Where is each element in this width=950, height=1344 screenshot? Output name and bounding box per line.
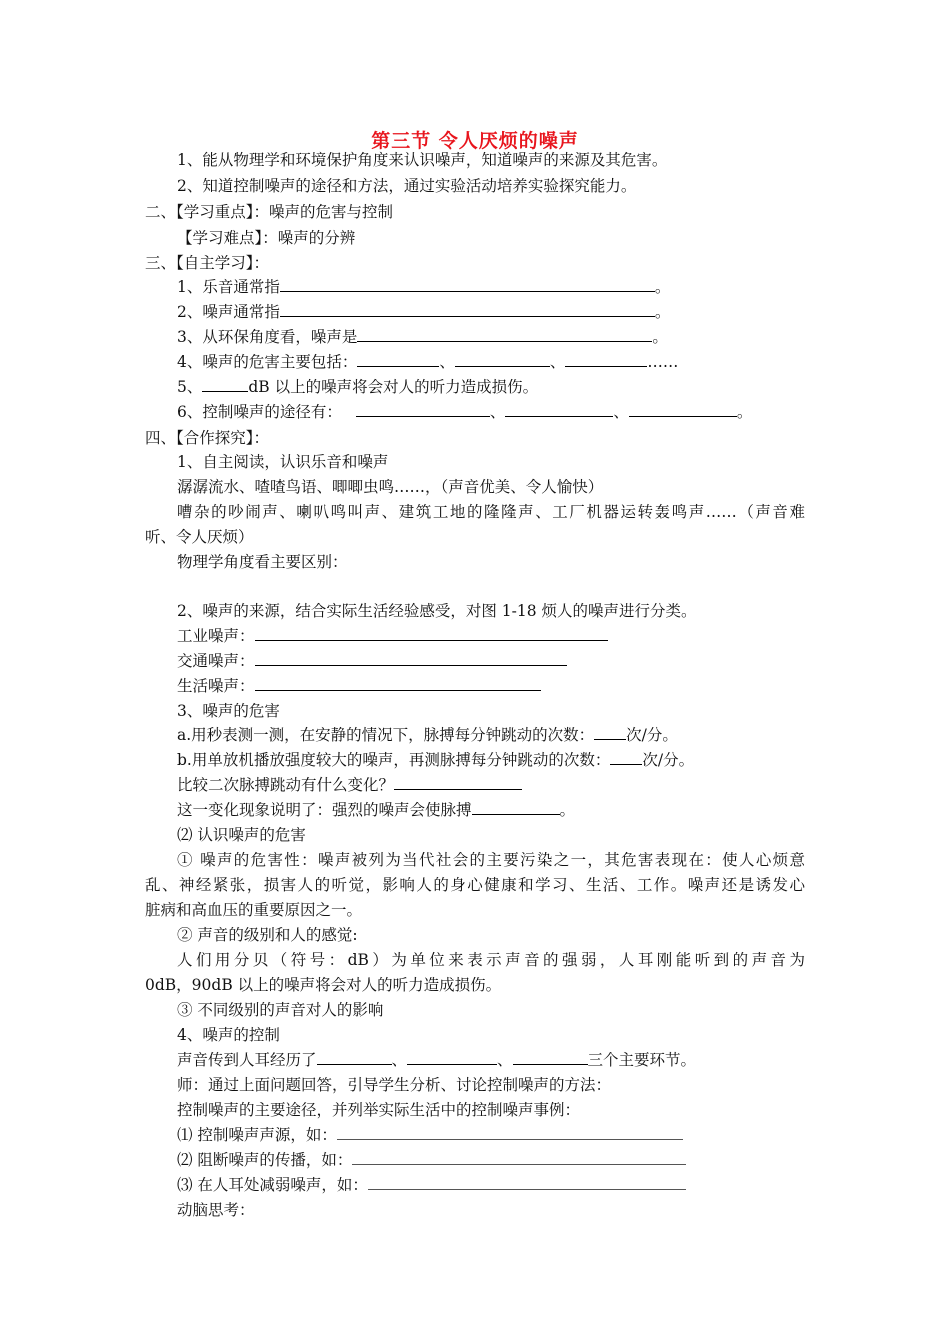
control-source-blank[interactable] xyxy=(337,1125,683,1140)
q6-blank-2[interactable] xyxy=(505,402,613,417)
q1-period: 。 xyxy=(654,278,671,296)
q5-blank[interactable] xyxy=(202,377,248,392)
self-study-q2 xyxy=(177,302,670,322)
self-study-q3 xyxy=(177,327,668,347)
pulse-noise-text: b.用单放机播放强度较大的噪声，再测脉搏每分钟跳动的次数： xyxy=(177,751,611,769)
objective-1: 1、能从物理学和环境保护角度来认识噪声，知道噪声的来源及其危害。 xyxy=(177,151,668,169)
know-harm-heading: ⑵ 认识噪声的危害 xyxy=(177,826,306,844)
q6-sep-2: 、 xyxy=(613,403,629,421)
pulse-compare xyxy=(177,775,522,795)
page-title: 第三节 令人厌烦的噪声 xyxy=(371,130,579,152)
pulse-explain-period: 。 xyxy=(559,801,576,819)
self-study-q5 xyxy=(177,377,538,397)
self-study-q6 xyxy=(177,402,752,422)
teacher-guidance: 师：通过上面问题回答，引导学生分析、讨论控制噪声的方法： xyxy=(177,1076,612,1094)
section-3-title: 3、噪声的危害 xyxy=(177,702,280,720)
q4-blank-2[interactable] xyxy=(455,352,550,367)
traffic-noise xyxy=(177,651,567,671)
noise-examples-line-1: 嘈杂的吵闹声、喇叭鸣叫声、建筑工地的隆隆声、工厂机器运转轰鸣声……（声音难 xyxy=(177,503,805,521)
control-source-text: ⑴ 控制噪声声源，如： xyxy=(177,1126,337,1144)
q1-text: 1、乐音通常指 xyxy=(177,278,280,296)
sound-path-sep-1: 、 xyxy=(391,1051,408,1069)
q5-text: dB 以上的噪声将会对人的听力造成损伤。 xyxy=(248,378,539,396)
q2-text: 2、噪声通常指 xyxy=(177,303,280,321)
section-2-title: 2、噪声的来源，结合实际生活经验感受，对图 1-18 烦人的噪声进行分类。 xyxy=(177,602,697,620)
sound-path-sep-2: 、 xyxy=(497,1051,513,1069)
q6-blank-3[interactable] xyxy=(629,402,737,417)
explore-heading: 四、【合作探究】： xyxy=(145,429,270,447)
q3-blank[interactable] xyxy=(357,327,652,342)
q4-sep-1: 、 xyxy=(439,353,455,371)
control-transmission xyxy=(177,1150,686,1170)
pulse-noise xyxy=(177,750,694,770)
control-source xyxy=(177,1125,683,1145)
control-ear-text: ⑶ 在人耳处减弱噪声，如： xyxy=(177,1176,368,1194)
decibel-line-2: 0dB，90dB 以上的噪声将会对人的听力造成损伤。 xyxy=(145,976,502,994)
section-4-title: 4、噪声的控制 xyxy=(177,1026,280,1044)
music-examples: 潺潺流水、喳喳鸟语、唧唧虫鸣……，（声音优美、令人愉快） xyxy=(177,478,604,496)
q2-period: 。 xyxy=(654,303,671,321)
control-main-paths: 控制噪声的主要途径，并列举实际生活中的控制噪声事例： xyxy=(177,1101,581,1119)
q6-period: 。 xyxy=(736,403,753,421)
life-noise xyxy=(177,676,541,696)
life-noise-label: 生活噪声： xyxy=(177,677,255,695)
decibel-line-1: 人们用分贝（符号：dB）为单位来表示声音的强弱，人耳刚能听到的声音为 xyxy=(177,951,805,969)
physics-difference: 物理学角度看主要区别： xyxy=(177,553,348,571)
traffic-noise-blank[interactable] xyxy=(255,651,567,666)
sound-path xyxy=(177,1050,696,1070)
key-focus: 二、【学习重点】：噪声的危害与控制 xyxy=(145,203,394,221)
q6-blank-1[interactable] xyxy=(356,402,490,417)
q4-sep-2: 、 xyxy=(549,353,566,371)
sound-level-heading: ② 声音的级别和人的感觉: xyxy=(177,926,358,944)
industrial-noise-label: 工业噪声： xyxy=(177,627,255,645)
pulse-compare-blank[interactable] xyxy=(394,775,522,790)
industrial-noise xyxy=(177,626,608,646)
traffic-noise-label: 交通噪声： xyxy=(177,652,255,670)
q4-text: 4、噪声的危害主要包括： xyxy=(177,353,358,371)
key-difficulty: 【学习难点】：噪声的分辨 xyxy=(177,229,356,247)
pulse-explain-text: 这一变化现象说明了：强烈的噪声会使脉搏 xyxy=(177,801,472,819)
sound-path-suffix: 三个主要环节。 xyxy=(587,1051,697,1069)
control-transmission-text: ⑵ 阻断噪声的传播，如： xyxy=(177,1151,353,1169)
self-study-heading: 三、【自主学习】： xyxy=(145,254,270,272)
harm-para-line-1: ① 噪声的危害性：噪声被列为当代社会的主要污染之一，其危害表现在：使人心烦意 xyxy=(177,851,805,869)
self-study-q1 xyxy=(177,277,670,297)
industrial-noise-blank[interactable] xyxy=(255,626,608,641)
q4-blank-3[interactable] xyxy=(565,352,647,367)
objective-2: 2、知道控制噪声的途径和方法，通过实验活动培养实验探究能力。 xyxy=(177,177,637,195)
pulse-quiet-blank[interactable] xyxy=(594,725,626,740)
pulse-quiet-text: a.用秒表测一测，在安静的情况下，脉搏每分钟跳动的次数： xyxy=(177,726,595,744)
self-study-q4 xyxy=(177,352,678,372)
sound-path-blank-3[interactable] xyxy=(513,1050,588,1065)
pulse-noise-blank[interactable] xyxy=(610,750,642,765)
pulse-explain xyxy=(177,800,575,820)
control-ear-blank[interactable] xyxy=(368,1175,686,1190)
sound-path-blank-2[interactable] xyxy=(407,1050,497,1065)
q4-ellipsis: …… xyxy=(647,353,679,371)
control-ear xyxy=(177,1175,686,1195)
q2-blank[interactable] xyxy=(280,302,655,317)
sound-path-text: 声音传到人耳经历了 xyxy=(177,1051,317,1069)
pulse-compare-text: 比较二次脉搏跳动有什么变化？ xyxy=(177,776,395,794)
pulse-explain-blank[interactable] xyxy=(472,800,560,815)
q3-period: 。 xyxy=(652,328,668,346)
control-transmission-blank[interactable] xyxy=(352,1150,686,1165)
pulse-quiet xyxy=(177,725,678,745)
q6-text: 6、控制噪声的途径有： xyxy=(177,403,342,421)
q6-sep-1: 、 xyxy=(489,403,506,421)
life-noise-blank[interactable] xyxy=(255,676,541,691)
sound-effect-heading: ③ 不同级别的声音对人的影响 xyxy=(177,1001,384,1019)
harm-para-line-2: 乱、神经紧张，损害人的听觉，影响人的身心健康和学习、生活、工作。噪声还是诱发心 xyxy=(145,876,805,894)
pulse-noise-unit: 次/分。 xyxy=(642,751,695,769)
noise-examples-line-2: 听、令人厌烦） xyxy=(145,528,254,546)
think-prompt: 动脑思考： xyxy=(177,1201,255,1219)
harm-para-line-3: 脏病和高血压的重要原因之一。 xyxy=(145,901,363,919)
q3-text: 3、从环保角度看，噪声是 xyxy=(177,328,358,346)
q1-blank[interactable] xyxy=(280,277,655,292)
pulse-quiet-unit: 次/分。 xyxy=(626,726,678,744)
section-1-title: 1、自主阅读，认识乐音和噪声 xyxy=(177,453,389,471)
sound-path-blank-1[interactable] xyxy=(317,1050,392,1065)
q5-number: 5、 xyxy=(177,378,203,396)
q4-blank-1[interactable] xyxy=(357,352,439,367)
